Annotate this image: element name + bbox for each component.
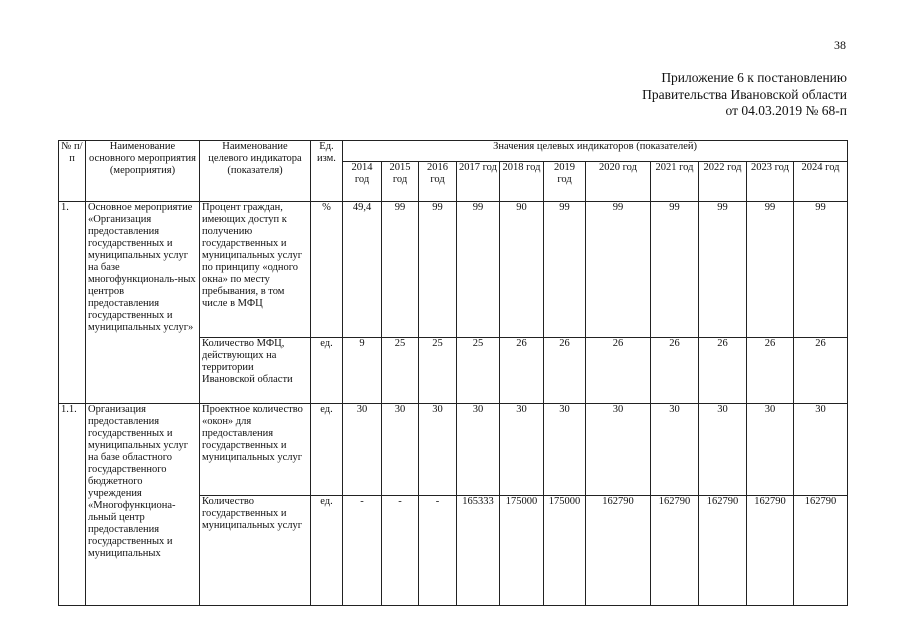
- value-cell: 30: [457, 404, 500, 496]
- value-cell: 9: [343, 338, 382, 404]
- indicator-name: Количество государственных и муниципальных услуг: [200, 496, 311, 606]
- year-header: 2016 год: [419, 162, 457, 202]
- value-cell: 99: [457, 202, 500, 338]
- header-values: Значения целевых индикаторов (показателей): [343, 141, 848, 162]
- year-header: 2017 год: [457, 162, 500, 202]
- value-cell: -: [382, 496, 419, 606]
- appendix-line-2: Правительства Ивановской области: [642, 86, 847, 102]
- year-header: 2019 год: [544, 162, 586, 202]
- value-cell: 162790: [586, 496, 651, 606]
- year-header: 2022 год: [699, 162, 747, 202]
- value-cell: 25: [382, 338, 419, 404]
- value-cell: 30: [699, 404, 747, 496]
- header-event: Наименование основного мероприятия (мероприятия): [86, 141, 200, 202]
- value-cell: 99: [747, 202, 794, 338]
- unit-cell: ед.: [311, 404, 343, 496]
- page-number: 38: [834, 38, 846, 52]
- value-cell: 99: [382, 202, 419, 338]
- value-cell: 26: [586, 338, 651, 404]
- value-cell: 99: [586, 202, 651, 338]
- row-number: 1.: [59, 202, 86, 404]
- value-cell: 30: [651, 404, 699, 496]
- value-cell: 25: [457, 338, 500, 404]
- value-cell: 165333: [457, 496, 500, 606]
- event-name: Организация предоставления государственных и муниципальных услуг на базе областного государственного бюджетного учреждения «Многофункциона-льный центр предоставления государственных и муниципальных: [86, 404, 200, 606]
- value-cell: 26: [747, 338, 794, 404]
- value-cell: 26: [500, 338, 544, 404]
- value-cell: 162790: [651, 496, 699, 606]
- indicator-name: Процент граждан, имеющих доступ к получению государственных и муниципальных услуг по принципу «одного окна» по месту пребывания, в том числе в МФЦ: [200, 202, 311, 338]
- row-number: 1.1.: [59, 404, 86, 606]
- value-cell: 175000: [500, 496, 544, 606]
- value-cell: 162790: [747, 496, 794, 606]
- value-cell: 26: [544, 338, 586, 404]
- year-header: 2018 год: [500, 162, 544, 202]
- value-cell: 99: [699, 202, 747, 338]
- value-cell: 30: [794, 404, 848, 496]
- value-cell: 30: [500, 404, 544, 496]
- value-cell: 30: [419, 404, 457, 496]
- year-header: 2021 год: [651, 162, 699, 202]
- value-cell: 90: [500, 202, 544, 338]
- value-cell: 49,4: [343, 202, 382, 338]
- value-cell: 99: [419, 202, 457, 338]
- value-cell: 26: [699, 338, 747, 404]
- year-header: 2020 год: [586, 162, 651, 202]
- value-cell: 162790: [794, 496, 848, 606]
- value-cell: -: [419, 496, 457, 606]
- appendix-line-1: Приложение 6 к постановлению: [661, 70, 847, 85]
- event-name: Основное мероприятие «Организация предоставления государственных и муниципальных услуг на базе многофункциональ-ных центров предоставления государственных и муниципальных услуг»: [86, 202, 200, 404]
- value-cell: 99: [544, 202, 586, 338]
- header-no: № п/п: [59, 141, 86, 202]
- value-cell: 175000: [544, 496, 586, 606]
- appendix-line-3: от 04.03.2019 № 68-п: [725, 103, 847, 118]
- year-header: 2024 год: [794, 162, 848, 202]
- year-header: 2015 год: [382, 162, 419, 202]
- value-cell: 25: [419, 338, 457, 404]
- indicators-table: [58, 140, 848, 606]
- value-cell: 99: [651, 202, 699, 338]
- header-indicator: Наименование целевого индикатора (показателя): [200, 141, 311, 202]
- indicator-name: Количество МФЦ, действующих на территории Ивановской области: [200, 338, 311, 404]
- unit-cell: ед.: [311, 496, 343, 606]
- unit-cell: %: [311, 202, 343, 338]
- indicator-name: Проектное количество «окон» для предоставления государственных и муниципальных услуг: [200, 404, 311, 496]
- value-cell: 162790: [699, 496, 747, 606]
- value-cell: 30: [747, 404, 794, 496]
- year-header: 2023 год: [747, 162, 794, 202]
- header-unit: Ед. изм.: [311, 141, 343, 202]
- year-header: 2014 год: [343, 162, 382, 202]
- table-row: [59, 404, 848, 496]
- value-cell: 30: [544, 404, 586, 496]
- table-row: [59, 202, 848, 338]
- value-cell: 30: [382, 404, 419, 496]
- value-cell: -: [343, 496, 382, 606]
- appendix-heading: [642, 70, 847, 120]
- value-cell: 99: [794, 202, 848, 338]
- value-cell: 26: [794, 338, 848, 404]
- unit-cell: ед.: [311, 338, 343, 404]
- value-cell: 26: [651, 338, 699, 404]
- value-cell: 30: [343, 404, 382, 496]
- value-cell: 30: [586, 404, 651, 496]
